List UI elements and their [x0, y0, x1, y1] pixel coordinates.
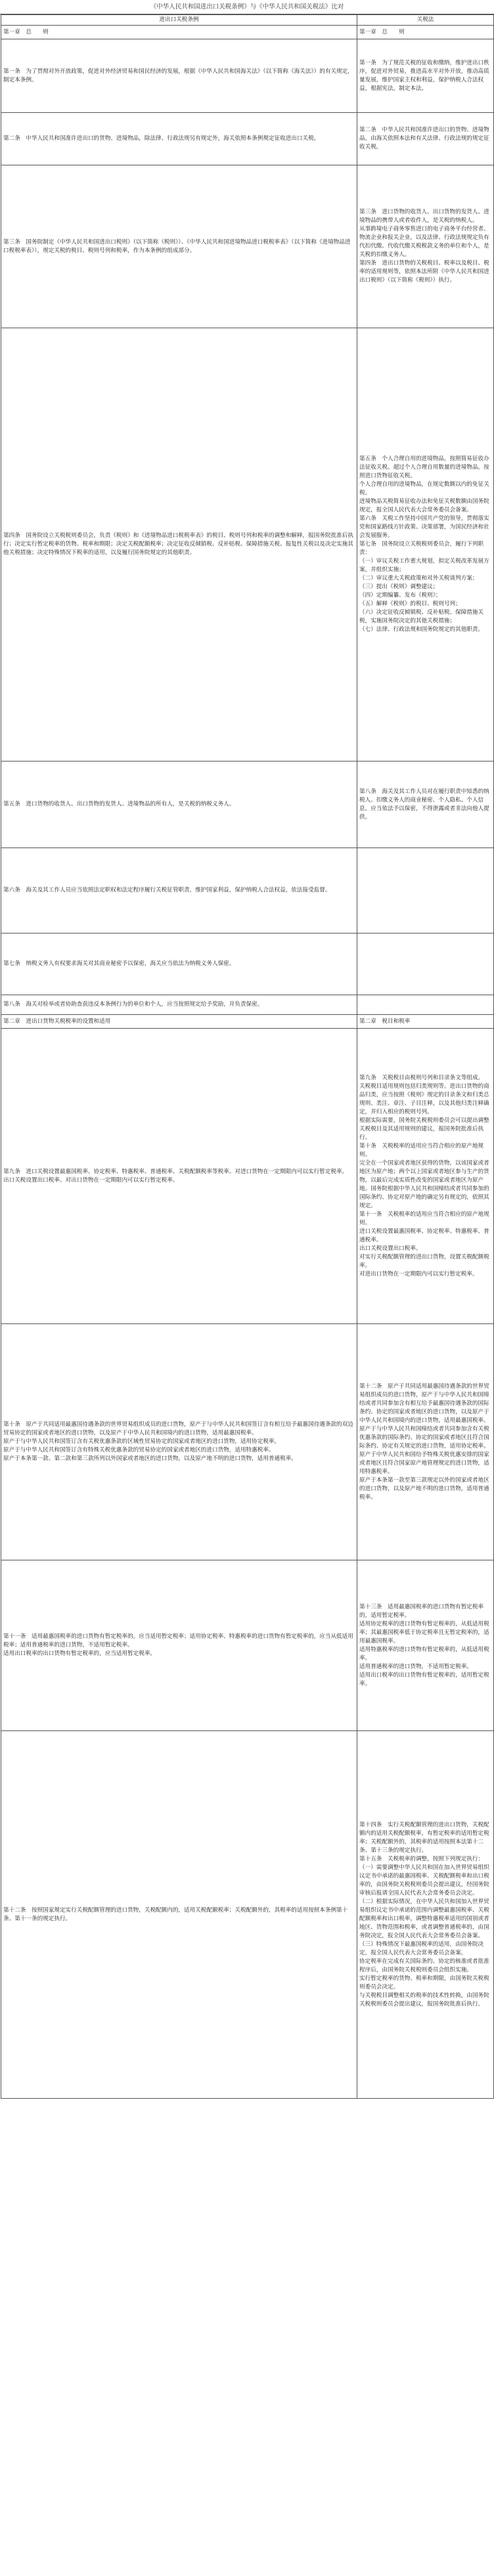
regulation-chapter-cell: 第二章 进出口货物关税税率的设置和适用	[1, 1015, 357, 1029]
table-row-chapter	[1, 26, 494, 39]
regulation-article-cell: 第八条 海关对检举或者协助查获违反本条例行为的单位和个人，应当按照规定给予奖励，并负责保密。	[1, 995, 357, 1015]
law-chapter-cell: 第二章 税目和税率	[357, 1015, 494, 1029]
table-row	[1, 762, 494, 848]
law-chapter-cell: 第一章 总 则	[357, 26, 494, 39]
law-article-cell: 第九条 关税税目由税则号列和目录条文等组成。 关税税目适用规则包括归类规则等。进出口货物的商品归类，应当按照《税则》规定的目录条文和归类总规则、类注、章注、子目注释，以及其他归类注释确定，并归入相应的税则号列。 根据实际需要，国务院关税税则委员会可以提出调整关税税目及其适用规则的建议，报国务院批准后执行。 第十条 关税税率的适用应当符合相应的原产地规则。 完全在一个国家或者地区获得的货物，以该国家或者地区为原产地；两个以上国家或者地区参与生产的货物，以最后完成实质性改变的国家或者地区为原产地。国务院根据中华人民共和国缔结或者共同参加的国际条约、协定对原产地的确定另有规定的，依照其规定。 第十一条 关税税率的适用应当符合相应的原产地规则。 进口关税设置最惠国税率、协定税率、特惠税率、普通税率。 出口关税设置出口税率。 对实行关税配额管理的进出口货物，设置关税配额税率。 对进出口货物在一定期限内可以实行暂定税率。	[357, 1029, 494, 1324]
regulation-article-cell: 第五条 进口货物的收货人、出口货物的发货人、进境物品的所有人，是关税的纳税义务人。	[1, 762, 357, 848]
regulation-chapter-cell: 第一章 总 则	[1, 26, 357, 39]
table-row-chapter	[1, 1015, 494, 1029]
law-article-cell: 第一条 为了规范关税的征收和缴纳，维护进出口秩序，促进对外贸易，推进高水平对外开放，推动高质量发展，维护国家主权和利益，保护纳税人合法权益，根据宪法，制定本法。	[357, 39, 494, 113]
law-article-cell: 第三条 进口货物的收货人、出口货物的发货人、进境物品的携带人或者收件人，是关税的纳税人。 从事跨境电子商务零售进口的电子商务平台经营者、物流企业和报关企业，以及法律、行政法规规定负有代扣代缴、代收代缴关税税款义务的单位和个人，是关税的扣缴义务人。 第四条 进出口货物的关税税目、税率以及税目、税率的适用规则等，依照本法所附《中华人民共和国进出口税则》（以下简称《税则》）执行。	[357, 165, 494, 328]
law-article-cell: 第十二条 原产于共同适用最惠国待遇条款的世界贸易组织成员的进口货物，原产于与中华人民共和国缔结或者共同参加含有相互给予最惠国待遇条款的国际条约、协定的国家或者地区的进口货物，以及原产于中华人民共和国境内的进口货物，适用最惠国税率。 原产于与中华人民共和国缔结或者共同参加含有关税优惠条款的国际条约、协定的国家或者地区且符合国际条约、协定有关规定的进口货物，适用协定税率。 原产于中华人民共和国给予特殊关税优惠安排的国家或者地区且符合国家原产地管理规定的进口货物，适用特惠税率。 原产于本条第一款至第三款规定以外的国家或者地区的进口货物，以及原产地不明的进口货物，适用普通税率。	[357, 1324, 494, 1560]
table-row	[1, 1731, 494, 2099]
regulation-article-cell: 第十条 原产于共同适用最惠国待遇条款的世界贸易组织成员的进口货物，原产于与中华人民共和国签订含有相互给予最惠国待遇条款的双边贸易协定的国家或者地区的进口货物，以及原产于中华人民共和国境内的进口货物，适用最惠国税率。 原产于与中华人民共和国签订含有关税优惠条款的区域性贸易协定的国家或者地区的进口货物，适用协定税率。 原产于与中华人民共和国签订含有特殊关税优惠条款的贸易协定的国家或者地区的进口货物，适用特惠税率。 原产于本条第一款、第二款和第三款所列以外国家或者地区的进口货物，以及原产地不明的进口货物，适用普通税率。	[1, 1324, 357, 1560]
regulation-article-cell: 第六条 海关及其工作人员应当依照法定职权和法定程序履行关税征管职责，维护国家利益，保护纳税人合法权益，依法接受监督。	[1, 848, 357, 934]
document-title: 《中华人民共和国进出口关税条例》与《中华人民共和国关税法》比对	[0, 0, 494, 14]
table-row	[1, 328, 494, 762]
regulation-article-cell: 第十一条 适用最惠国税率的进口货物有暂定税率的，应当适用暂定税率；适用协定税率、特惠税率的进口货物有暂定税率的，应当从低适用税率；适用普通税率的进口货物，不适用暂定税率。 适用出口税率的出口货物有暂定税率的，应当适用暂定税率。	[1, 1560, 357, 1731]
comparison-table	[1, 14, 494, 2099]
law-article-cell: 第八条 海关及其工作人员对在履行职责中知悉的纳税人、扣缴义务人的商业秘密、个人隐私、个人信息，应当依法予以保密，不得泄露或者非法向他人提供。	[357, 762, 494, 848]
table-row	[1, 165, 494, 328]
column-header-regulation: 进出口关税条例	[1, 15, 357, 26]
table-header-row	[1, 15, 494, 26]
regulation-article-cell: 第一条 为了贯彻对外开放政策，促进对外经济贸易和国民经济的发展，根据《中华人民共和国海关法》（以下简称《海关法》）的有关规定，制定本条例。	[1, 39, 357, 113]
law-article-cell: 第二条 中华人民共和国准许进出口的货物、进境物品，由海关依照本法和有关法律、行政法规的规定征收关税。	[357, 113, 494, 165]
law-article-cell	[357, 934, 494, 995]
law-article-cell	[357, 995, 494, 1015]
law-article-cell: 第十四条 实行关税配额管理的进出口货物，关税配额内的适用关税配额税率，有暂定税率的适用暂定税率；关税配额外的，其税率的适用按照本法第十二条、第十三条的规定执行。 第十五条 关税税率的调整，按照下列规定执行： （一）需要调整中华人民共和国在加入世界贸易组织议定书中承诺的最惠国税率、关税配额税率和出口税率的，由国务院关税税则委员会提出建议，经国务院审核后报请全国人民代表大会常务委员会决定。 （二）根据实际情况，在中华人民共和国加入世界贸易组织议定书中承诺的范围内调整最惠国税率、关税配额税率和出口税率，调整特惠税率适用的国别或者地区、货物范围和税率，或者调整普通税率的，由国务院决定，报全国人民代表大会常务委员会备案。 （三）特殊情况下最惠国税率的适用，由国务院决定，报全国人民代表大会常务委员会备案。 协定税率在完成有关国际条约、协定的核准或者批准程序后，由国务院关税税则委员会组织实施。 实行暂定税率的货物、税率和期限，由国务院关税税则委员会决定。 与关税税目调整相关的税率的技术性转换，由国务院关税税则委员会提出建议，报国务院批准后执行。	[357, 1731, 494, 2099]
law-article-cell: 第十三条 适用最惠国税率的进口货物有暂定税率的，适用暂定税率。 适用协定税率的进口货物有暂定税率的，从低适用税率；其最惠国税率低于协定税率且无暂定税率的，适用最惠国税率。 适用特惠税率的进口货物有暂定税率的，从低适用税率。 适用普通税率的进口货物，不适用暂定税率。 适用出口税率的出口货物有暂定税率的，适用暂定税率。	[357, 1560, 494, 1731]
law-article-cell: 第五条 个人合理自用的进境物品，按照简易征收办法征收关税。超过个人合理自用数量的进境物品，按照进口货物征收关税。 个人合理自用的进境物品，在规定数额以内的免征关税。 进境物品关税简易征收办法和免征关税数额由国务院规定，报全国人民代表大会常务委员会备案。 第六条 关税工作坚持中国共产党的领导，贯彻落实党和国家路线方针政策、决策部署，为国民经济和社会发展服务。 第七条 国务院设立关税税则委员会，履行下列职责： （一）审议关税工作重大规划，拟定关税改革发展方案，并组织实施； （二）审议重大关税政策和对外关税谈判方案； （三）提出《税则》调整建议； （四）定期编纂、发布《税则》； （五）解释《税则》的税目、税则号列； （六）决定征收反倾销税、反补贴税、保障措施关税，实施国务院决定的其他关税措施； （七）法律、行政法规和国务院规定的其他职责。	[357, 328, 494, 762]
regulation-article-cell: 第三条 国务院制定《中华人民共和国进出口税则》（以下简称《税则》）、《中华人民共和国进境物品进口税税率表》（以下简称《进境物品进口税税率表》），规定关税的税目、税则号列和税率，作为本条例的组成部分。	[1, 165, 357, 328]
table-row	[1, 1029, 494, 1324]
regulation-article-cell: 第四条 国务院设立关税税则委员会，负责《税则》和《进境物品进口税税率表》的税目、税则号列和税率的调整和解释，报国务院批准后执行；决定实行暂定税率的货物、税率和期限；决定关税配额税率；决定征收反倾销税、反补贴税、保障措施关税、报复性关税以及决定实施其他关税措施；决定特殊情况下税率的适用，以及履行国务院规定的其他职责。	[1, 328, 357, 762]
table-row	[1, 113, 494, 165]
law-article-cell	[357, 848, 494, 934]
regulation-article-cell: 第二条 中华人民共和国准许进出口的货物、进境物品，除法律、行政法规另有规定外，海关依照本条例规定征收进出口关税。	[1, 113, 357, 165]
column-header-law: 关税法	[357, 15, 494, 26]
regulation-article-cell: 第十二条 按照国家规定实行关税配额管理的进口货物，关税配额内的，适用关税配额税率；关税配额外的，其税率的适用按照本条例第十条、第十一条的规定执行。	[1, 1731, 357, 2099]
table-row	[1, 1324, 494, 1560]
table-row	[1, 39, 494, 113]
table-row	[1, 934, 494, 995]
table-row	[1, 995, 494, 1015]
regulation-article-cell: 第七条 纳税义务人有权要求海关对其商业秘密予以保密，海关应当依法为纳税义务人保密。	[1, 934, 357, 995]
table-row	[1, 848, 494, 934]
regulation-article-cell: 第九条 进口关税设置最惠国税率、协定税率、特惠税率、普通税率、关税配额税率等税率。对进口货物在一定期限内可以实行暂定税率。 出口关税设置出口税率。对出口货物在一定期限内可以实行暂定税率。	[1, 1029, 357, 1324]
table-row	[1, 1560, 494, 1731]
